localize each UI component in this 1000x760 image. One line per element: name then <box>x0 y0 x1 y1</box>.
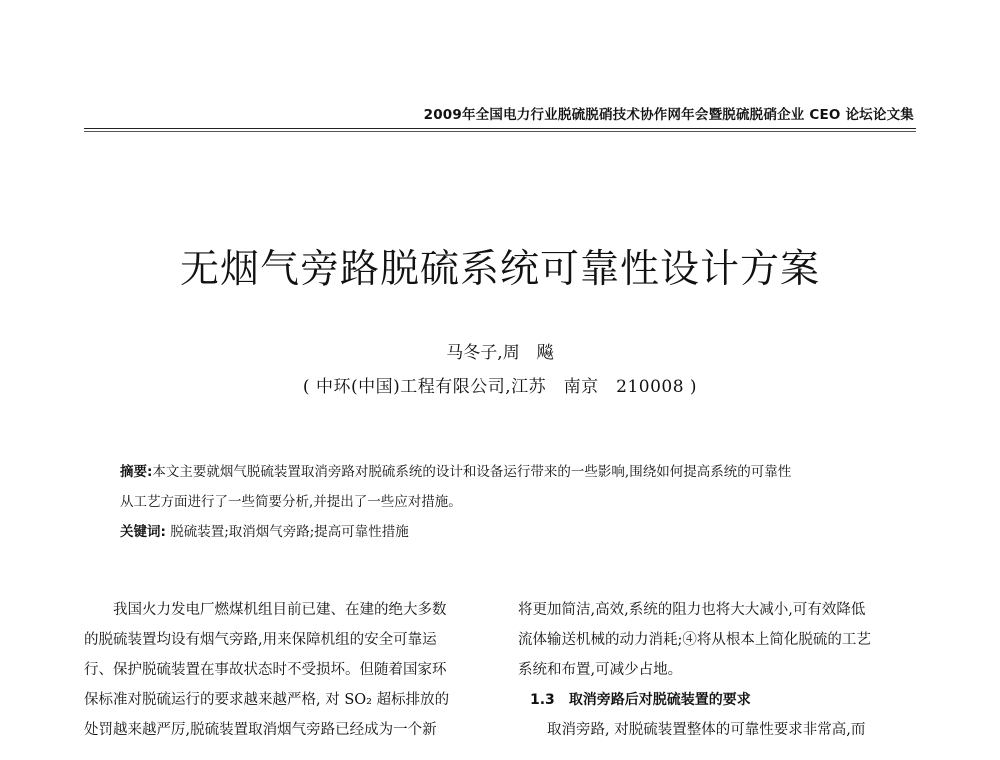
authors: 马冬子,周 飚 <box>446 343 554 363</box>
body-right-line: 流体输送机械的动力消耗;④将从根本上简化脱硫的工艺 <box>518 632 871 648</box>
body-right-line: 系统和布置,可减少占地。 <box>518 662 683 678</box>
section-title: 取消旁路后对脱硫装置的要求 <box>568 692 751 708</box>
body-left-line: 的脱硫装置均设有烟气旁路,用来保障机组的安全可靠运 <box>84 632 437 648</box>
section-heading <box>518 685 928 715</box>
body-left-line: 处罚越来越严厉,脱硫装置取消烟气旁路已经成为一个新 <box>84 722 437 738</box>
abstract-line-1 <box>120 457 890 487</box>
body-left-line: 行、保护脱硫装置在事故状态时不受损坏。但随着国家环 <box>84 662 447 678</box>
paper-title: 无烟气旁路脱硫系统可靠性设计方案 <box>179 247 820 292</box>
abstract-text-1: 本文主要就烟气脱硫装置取消旁路对脱硫系统的设计和设备运行带来的一些影响,围绕如何提高系统的可靠性 <box>152 464 792 480</box>
running-header: 2009年全国电力行业脱硫脱硝技术协作网年会暨脱硫脱硝企业 CEO 论坛论文集 <box>423 107 914 123</box>
body-left-line: 保标准对脱硫运行的要求越来越严格, 对 SO₂ 超标排放的 <box>84 692 450 708</box>
body-right-line: 取消旁路, 对脱硫装置整体的可靠性要求非常高,而 <box>518 722 866 738</box>
body-left-column <box>84 595 494 745</box>
section-number: 1.3 <box>530 692 555 708</box>
abstract-label: 摘要: <box>120 464 153 480</box>
header-rule-thin <box>84 131 916 132</box>
abstract-line-2: 从工艺方面进行了一些简要分析,并提出了一些应对措施。 <box>120 494 462 510</box>
keywords-label: 关键词: <box>120 524 166 540</box>
keywords-text: 脱硫装置;取消烟气旁路;提高可靠性措施 <box>165 524 409 540</box>
abstract-block <box>120 457 890 547</box>
header-rule <box>84 128 916 129</box>
keywords-line <box>120 517 890 547</box>
body-right-column <box>518 595 928 745</box>
body-left-line: 我国火力发电厂燃煤机组目前已建、在建的绝大多数 <box>84 602 447 618</box>
body-right-line: 将更加简洁,高效,系统的阻力也将大大减小,可有效降低 <box>518 602 866 618</box>
affiliation: ( 中环(中国)工程有限公司,江苏 南京 210008 ) <box>302 377 698 397</box>
